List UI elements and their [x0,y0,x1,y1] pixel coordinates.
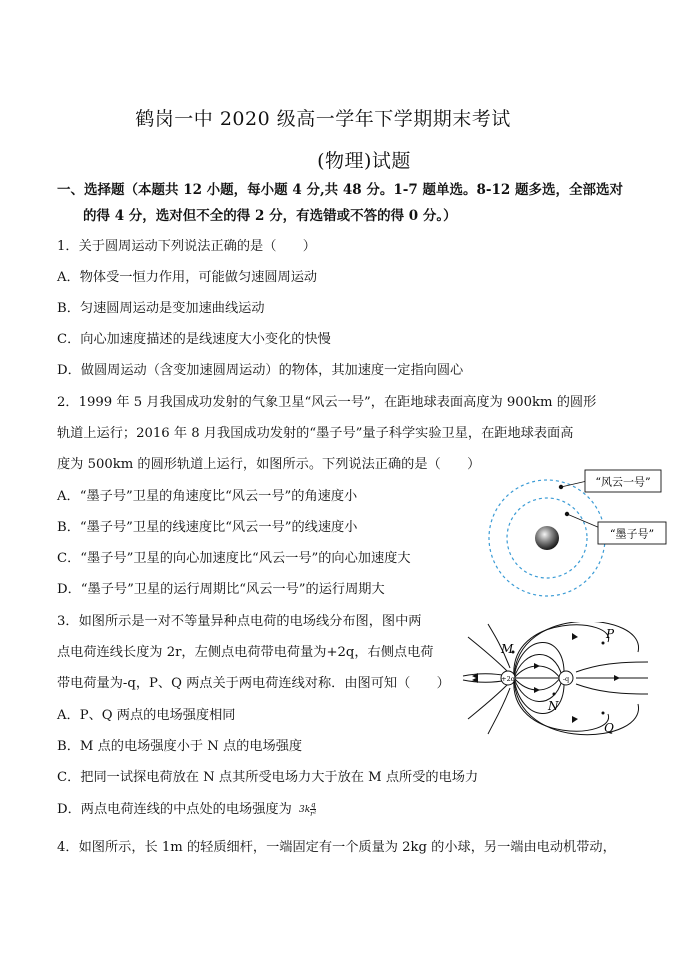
electric-field-figure [458,622,658,742]
section-heading-line1: 一、选择题（本题共 12 小题，每小题 4 分,共 48 分。1-7 题单选。8-12 题多选，全部选对 [57,182,623,198]
point-n-label: N [548,699,559,713]
q2-option-a: A．“墨子号”卫星的角速度比“风云一号”的角速度小 [57,489,358,504]
q2-stem-line1: 2．1999 年 5 月我国成功发射的气象卫星“风云一号”，在距地球表面高度为 900km 的圆形 [57,395,597,410]
q3-option-d [57,798,316,818]
point-q-label: Q [604,721,614,735]
q2-option-d: D．“墨子号”卫星的运行周期比“风云一号”的运行周期大 [57,582,385,597]
q3-stem-line1: 3．如图所示是一对不等量异种点电荷的电场线分布图，图中两 [57,614,422,629]
q2-stem-line3: 度为 500km 的圆形轨道上运行，如图所示。下列说法正确的是（ ） [57,457,481,472]
q1-option-b: B．匀速圆周运动是变加速曲线运动 [57,301,265,316]
exam-subtitle: (物理)试题 [317,150,411,172]
earth-icon [535,526,559,550]
point-m-label: M [501,642,514,656]
q1-option-d: D．做圆周运动（含变加速圆周运动）的物体，其加速度一定指向圆心 [57,363,464,378]
q1-option-c: C．向心加速度描述的是线速度大小变化的快慢 [57,332,331,347]
fengyun-label: “风云一号” [595,475,651,489]
mozi-label: “墨子号” [609,527,655,541]
q2-stem-line2: 轨道上运行；2016 年 8 月我国成功发射的“墨子号”量子科学实验卫星，在距地球表面高 [57,426,574,441]
q4-stem-line1: 4．如图所示，长 1m 的轻质细杆，一端固定有一个质量为 2kg 的小球，另一端由电动机带动， [57,840,616,855]
q3-option-b: B．M 点的电场强度小于 N 点的电场强度 [57,739,303,754]
q3-option-a: A．P、Q 两点的电场强度相同 [57,708,236,723]
q3-stem-line2: 点电荷连线长度为 2r，左侧点电荷带电荷量为+2q，右侧点电荷 [57,645,434,660]
q1-stem: 1．关于圆周运动下列说法正确的是（ ） [57,239,316,254]
exam-title: 鹤岗一中 2020 级高一学年下学期期末考试 [135,108,511,130]
q3-option-d-formula: 3k $\frac{q}{\text{r²}}$ [298,801,317,818]
section-heading-line2: 的得 4 分，选对但不全的得 2 分，有选错或不答的得 0 分。） [83,208,457,224]
q3-option-c: C．把同一试探电荷放在 N 点其所受电场力大于放在 M 点所受的电场力 [57,770,479,785]
q1-option-a: A．物体受一恒力作用，可能做匀速圆周运动 [57,270,318,285]
q3-option-d-text: D．两点电荷连线的中点处的电场强度为 [57,802,292,817]
point-p-label: P [606,627,615,641]
q2-option-c: C．“墨子号”卫星的向心加速度比“风云一号”的向心加速度大 [57,551,411,566]
q2-option-b: B．“墨子号”卫星的线速度比“风云一号”的线速度小 [57,520,358,535]
satellite-orbit-figure [485,462,675,612]
charge-left-label: +2q [501,675,515,683]
charge-right-label: -q [562,675,570,683]
q3-stem-line3: 带电荷量为-q，P、Q 两点关于两电荷连线对称．由图可知（ ） [57,676,450,691]
